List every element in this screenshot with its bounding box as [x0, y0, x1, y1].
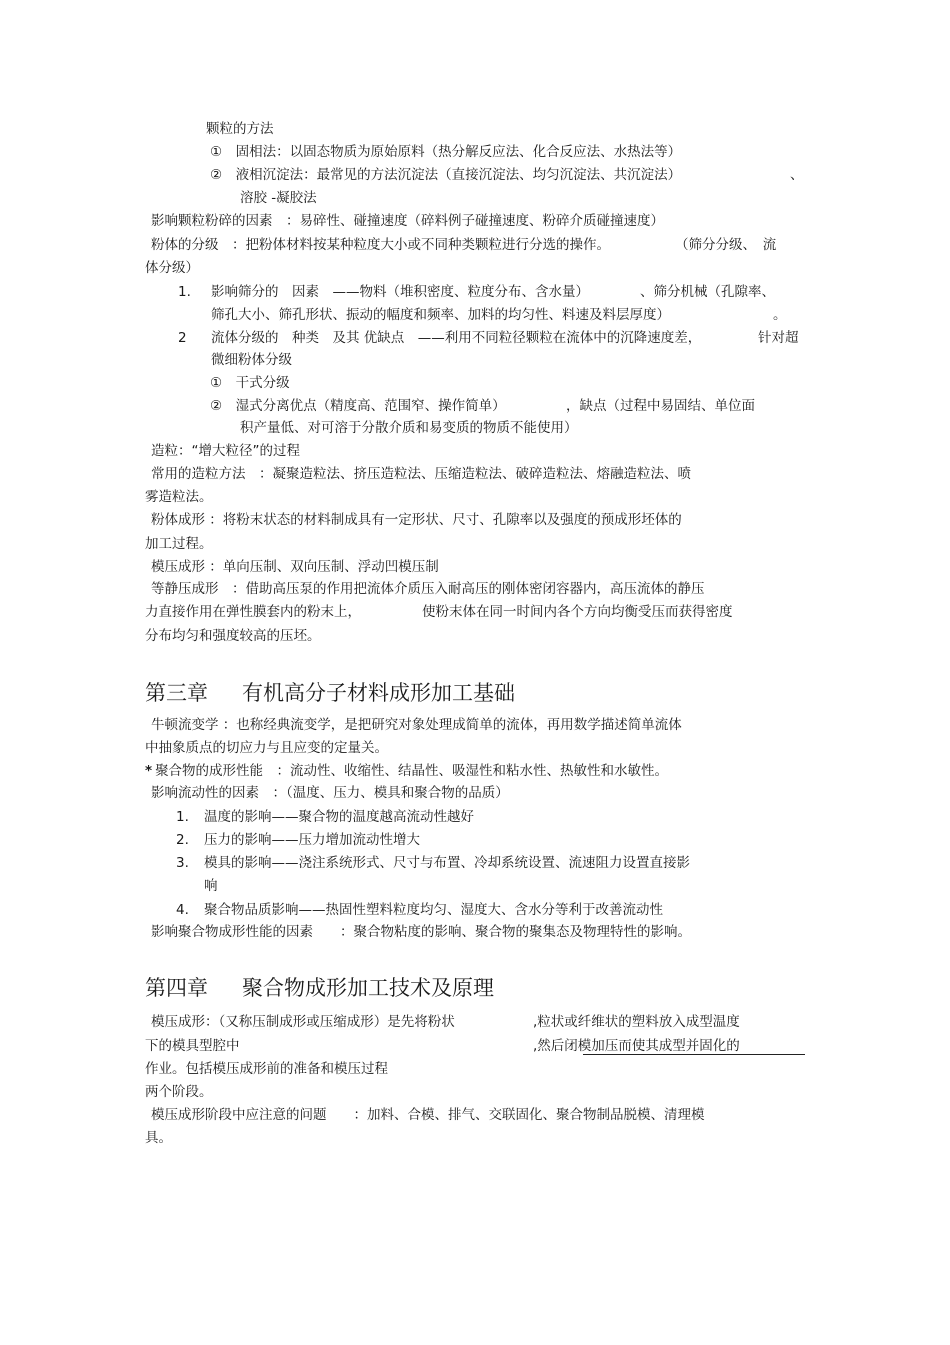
text-line: 造粒：“增大粒径”的过程 [151, 443, 300, 459]
text-line: 下的模具型腔中 [145, 1038, 240, 1054]
text-fragment: 。 [773, 307, 787, 323]
list-item: ② 液相沉淀法：最常见的方法沉淀法（直接沉淀法、均匀沉淀法、共沉淀法） [210, 167, 682, 183]
text-line: 影响颗粒粉碎的因素 ：易碎性、碰撞速度（碎料例子碰撞速度、粉碎介质碰撞速度） [151, 213, 664, 229]
text-line: 雾造粒法。 [145, 489, 213, 505]
list-number: 2 [178, 330, 187, 346]
chapter-title: 聚合物成形加工技术及原理 [242, 976, 494, 1000]
list-number: 2. [176, 832, 189, 848]
text-line: 模压成形 ：单向压制、双向压制、浮动凹模压制 [151, 559, 439, 575]
list-item: 流体分级的 种类 及其 优缺点 ——利用不同粒径颗粒在流体中的沉降速度差， [211, 330, 702, 346]
text-line: 模压成形阶段中应注意的问题 ：加料、合模、排气、交联固化、聚合物制品脱模、清理模 [151, 1107, 705, 1123]
chapter-title: 有机高分子材料成形加工基础 [242, 681, 515, 705]
text-line: 牛顿流变学 ：也称经典流变学，是把研究对象处理成简单的流体，再用数学描述简单流体 [151, 717, 682, 733]
text-fragment: （筛分分级、 流 [675, 237, 777, 253]
text-fragment: ,粒状或纤维状的塑料放入成型温度 [533, 1014, 740, 1030]
list-item: ② 湿式分离优点（精度高、范围窄、操作简单） [210, 398, 506, 414]
text-line: 模压成形：（又称压制成形或压缩成形）是先将粉状 [151, 1014, 455, 1030]
list-item: ① 固相法：以固态物质为原始原料（热分解反应法、化合反应法、水热法等） [210, 144, 682, 160]
list-number: 4. [176, 902, 189, 918]
text-fragment: 、筛分机械（孔隙率、 [640, 284, 775, 300]
text-line: 分布均匀和强度较高的压坯。 [145, 628, 321, 644]
text-line: 粉体成形 ：将粉末状态的材料制成具有一定形状、尺寸、孔隙率以及强度的预成形坯体的 [151, 512, 682, 528]
text-line: 两个阶段。 [145, 1084, 213, 1100]
text-line: 作业。包括模压成形前的准备和模压过程 [145, 1061, 388, 1077]
underline-rule [583, 1054, 805, 1055]
text-line: 微细粉体分级 [211, 352, 292, 368]
text-fragment: ,然后闭模加压而使其成型并固化的 [533, 1038, 740, 1054]
list-item: ① 干式分级 [210, 375, 290, 391]
list-item: 影响筛分的 因素 ——物料（堆积密度、粒度分布、含水量） [211, 284, 589, 300]
text-line: 中抽象质点的切应力与且应变的定量关。 [145, 740, 388, 756]
list-item: 温度的影响——聚合物的温度越高流动性越好 [204, 809, 474, 825]
text-fragment: ，缺点（过程中易固结、单位面 [566, 398, 755, 414]
text-line: 粉体的分级 ：把粉体材料按某种粒度大小或不同种类颗粒进行分选的操作。 [151, 237, 610, 253]
text-line: 筛孔大小、筛孔形状、振动的幅度和频率、加料的均匀性、料速及料层厚度） [211, 307, 670, 323]
text-fragment: 针对超 [758, 330, 799, 346]
text-fragment: 、 [790, 167, 804, 183]
list-number: 1. [176, 809, 189, 825]
text-line [145, 762, 668, 780]
list-item: 压力的影响——压力增加流动性增大 [204, 832, 420, 848]
list-number: 1. [178, 284, 191, 300]
text-line: 加工过程。 [145, 536, 213, 552]
chapter-heading [145, 975, 494, 1001]
list-item: 模具的影响——浇注系统形式、尺寸与布置、冷却系统设置、流速阻力设置直接影 [204, 855, 690, 871]
text-line: 溶胶 -凝胶法 [240, 190, 317, 206]
text-line: 力直接作用在弹性膜套内的粉末上， [145, 604, 361, 620]
chapter-number: 第三章 [145, 681, 208, 705]
asterisk-marker: * [145, 763, 153, 779]
list-item: 响 [204, 878, 218, 894]
list-number: 3. [176, 855, 189, 871]
text-content: 聚合物的成形性能 ：流动性、收缩性、结晶性、吸湿性和粘水性、热敏性和水敏性。 [155, 763, 669, 779]
text-line: 颗粒的方法 [206, 121, 274, 137]
chapter-number: 第四章 [145, 976, 208, 1000]
text-line: 具。 [145, 1130, 172, 1146]
list-item: 聚合物品质影响——热固性塑料粒度均匀、湿度大、含水分等利于改善流动性 [204, 902, 663, 918]
text-line: 等静压成形 ：借助高压泵的作用把流体介质压入耐高压的刚体密闭容器内，高压流体的静压 [151, 581, 705, 597]
text-line: 常用的造粒方法 ：凝聚造粒法、挤压造粒法、压缩造粒法、破碎造粒法、熔融造粒法、喷 [151, 466, 691, 482]
text-line: 积产量低、对可溶于分散介质和易变质的物质不能使用） [240, 420, 578, 436]
text-line: 影响流动性的因素 ：（温度、压力、模具和聚合物的品质） [151, 785, 509, 801]
text-line: 影响聚合物成形性能的因素 ：聚合物粘度的影响、聚合物的聚集态及物理特性的影响。 [151, 924, 691, 940]
text-fragment: 使粉末体在同一时间内各个方向均衡受压而获得密度 [422, 604, 733, 620]
text-line: 体分级） [145, 260, 199, 276]
chapter-heading [145, 680, 515, 706]
